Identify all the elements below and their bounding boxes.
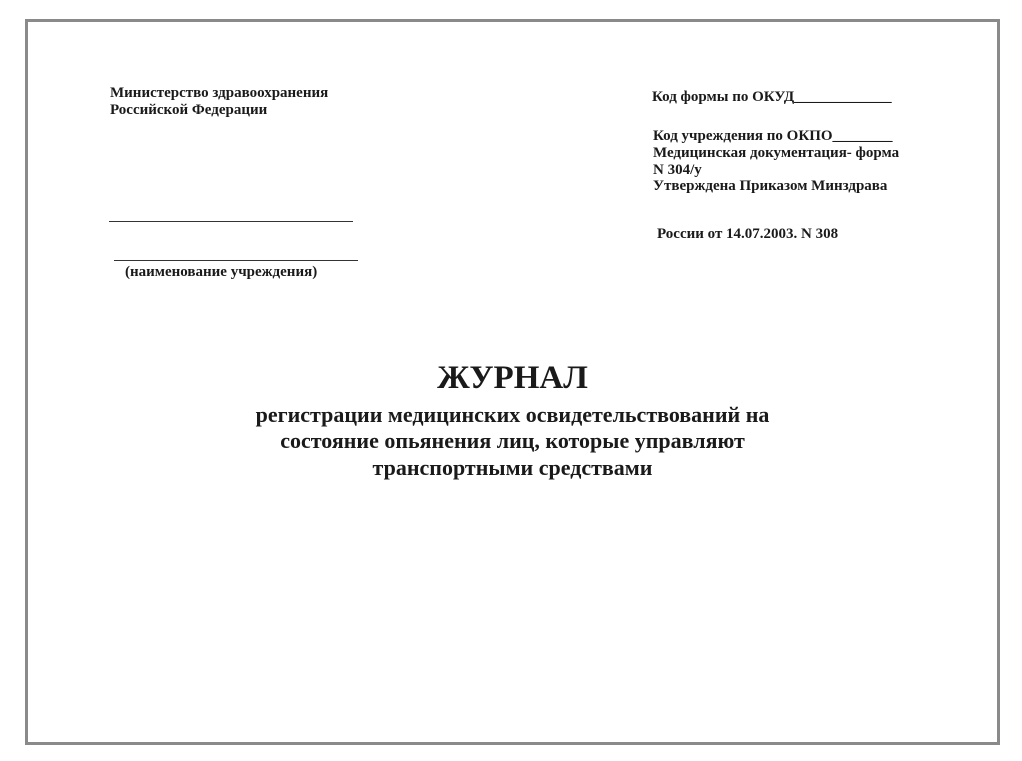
subtitle-line-2: состояние опьянения лиц, которые управляют bbox=[280, 428, 745, 454]
institution-blank-line-2 bbox=[114, 260, 358, 261]
ministry-line-2: Российской Федерации bbox=[110, 101, 268, 118]
subtitle-line-3: транспортными средствами bbox=[372, 454, 653, 480]
institution-blank-line-1 bbox=[109, 221, 353, 222]
form-info-block bbox=[653, 128, 899, 195]
subtitle-line-1: регистрации медицинских освидетельствований на bbox=[255, 402, 770, 427]
institution-caption: (наименование учреждения) bbox=[125, 264, 318, 280]
journal-title: ЖУРНАЛ bbox=[437, 360, 588, 396]
document-page bbox=[25, 19, 1000, 745]
okud-code: Код формы по ОКУД_____________ bbox=[652, 89, 892, 105]
ministry-line-1: Министерство здравоохранения bbox=[110, 85, 329, 101]
order-date: России от 14.07.2003. N 308 bbox=[657, 226, 839, 242]
journal-subtitle bbox=[28, 402, 997, 481]
approved-by-order: Утверждена Приказом Минздрава bbox=[653, 178, 888, 195]
okpo-code: Код учреждения по ОКПО________ bbox=[653, 128, 893, 144]
med-doc-line-2: N 304/у bbox=[653, 161, 702, 178]
ministry-block bbox=[110, 85, 328, 119]
med-doc-line-1: Медицинская документация- форма bbox=[653, 144, 900, 161]
